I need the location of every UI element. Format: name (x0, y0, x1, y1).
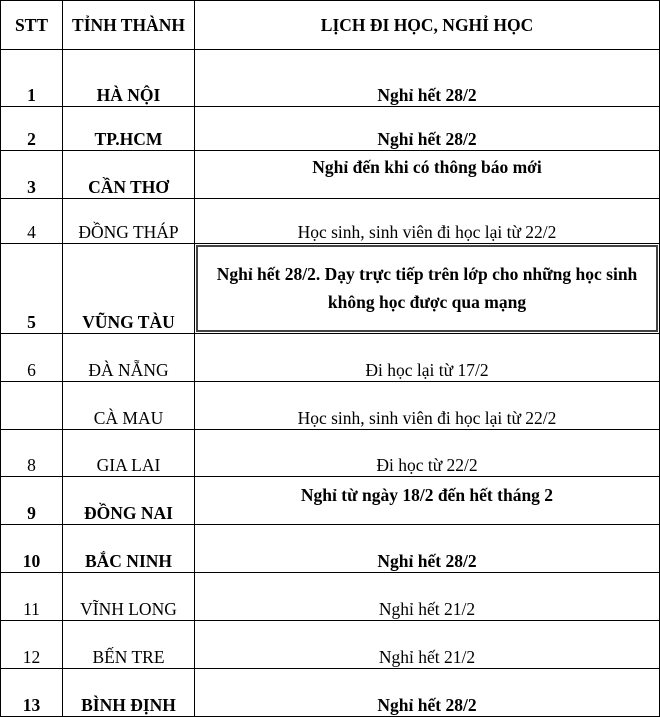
table-row (1, 669, 660, 717)
row-province: ĐÀ NẴNG (63, 334, 195, 382)
row-schedule: Nghỉ hết 21/2 (195, 621, 660, 669)
row-schedule: Học sinh, sinh viên đi học lại từ 22/2 (195, 382, 660, 430)
row-stt: 8 (1, 430, 63, 477)
table-row (1, 621, 660, 669)
row-schedule: Nghỉ hết 28/2 (195, 50, 660, 107)
header-schedule: LỊCH ĐI HỌC, NGHỈ HỌC (195, 1, 660, 50)
row-schedule: Đi học từ 22/2 (195, 430, 660, 477)
row-stt: 9 (1, 477, 63, 525)
table-row (1, 382, 660, 430)
row-schedule: Nghỉ hết 21/2 (195, 573, 660, 621)
table-row (1, 525, 660, 573)
row-schedule: Học sinh, sinh viên đi học lại từ 22/2 (195, 199, 660, 244)
header-row (1, 1, 660, 50)
table-row (1, 107, 660, 151)
row-stt: 11 (1, 573, 63, 621)
row-province: TP.HCM (63, 107, 195, 151)
row-stt: 5 (1, 244, 63, 334)
table-row (1, 50, 660, 107)
row-schedule: Nghỉ hết 28/2 (195, 107, 660, 151)
table-row (1, 199, 660, 244)
row-schedule: Đi học lại từ 17/2 (195, 334, 660, 382)
row-province: HÀ NỘI (63, 50, 195, 107)
row-province: VĨNH LONG (63, 573, 195, 621)
row-schedule: Nghỉ hết 28/2 (195, 669, 660, 717)
table-row (1, 573, 660, 621)
table-row (1, 151, 660, 199)
row-stt: 4 (1, 199, 63, 244)
row-schedule-cell (195, 244, 660, 334)
row-schedule: Nghỉ đến khi có thông báo mới (195, 151, 660, 199)
row-province: BẾN TRE (63, 621, 195, 669)
row-province: ĐỒNG THÁP (63, 199, 195, 244)
row-stt: 12 (1, 621, 63, 669)
header-province: TỈNH THÀNH (63, 1, 195, 50)
row-province: ĐỒNG NAI (63, 477, 195, 525)
table-row (1, 477, 660, 525)
header-stt: STT (1, 1, 63, 50)
row-province: CÀ MAU (63, 382, 195, 430)
row-province: BẮC NINH (63, 525, 195, 573)
row-stt: 1 (1, 50, 63, 107)
table-row (1, 244, 660, 334)
table-row (1, 334, 660, 382)
row-stt: 10 (1, 525, 63, 573)
row-stt: 13 (1, 669, 63, 717)
row-province: BÌNH ĐỊNH (63, 669, 195, 717)
row-stt: 6 (1, 334, 63, 382)
row-schedule-highlight: Nghỉ hết 28/2. Dạy trực tiếp trên lớp cho những học sinh không học được qua mạng (196, 245, 658, 332)
row-stt (1, 382, 63, 430)
row-schedule: Nghỉ hết 28/2 (195, 525, 660, 573)
row-schedule: Nghỉ từ ngày 18/2 đến hết tháng 2 (195, 477, 660, 525)
row-province: VŨNG TÀU (63, 244, 195, 334)
row-stt: 2 (1, 107, 63, 151)
table-row (1, 430, 660, 477)
row-province: CẦN THƠ (63, 151, 195, 199)
row-province: GIA LAI (63, 430, 195, 477)
row-stt: 3 (1, 151, 63, 199)
